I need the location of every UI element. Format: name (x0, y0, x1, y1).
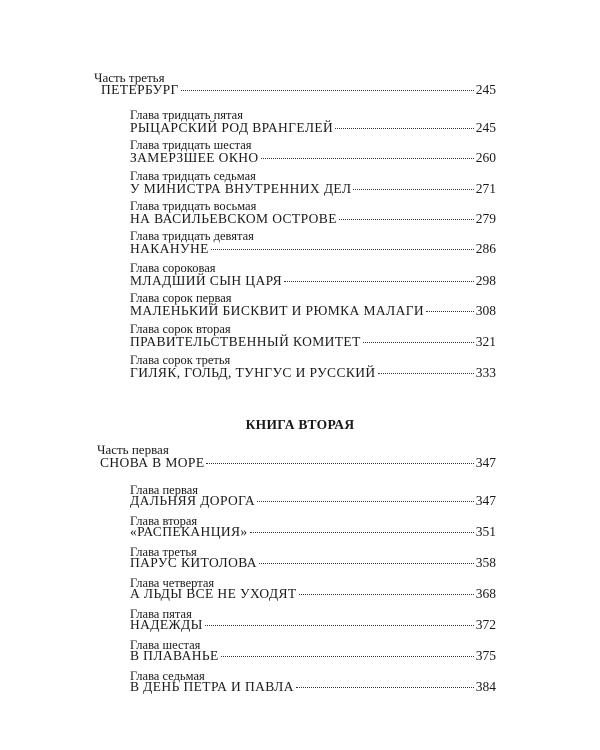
chapter-title: ДАЛЬНЯЯ ДОРОГА (130, 493, 256, 508)
chapter-entry (130, 303, 496, 319)
chapter-entry (130, 334, 496, 350)
chapter-title: В ДЕНЬ ПЕТРА И ПАВЛА (130, 679, 294, 694)
chapter-entry (130, 365, 496, 381)
chapter-label: Глава тридцать девятая (130, 229, 254, 243)
dot-leader (296, 687, 474, 688)
dot-leader (363, 342, 474, 343)
chapter-entry (130, 273, 496, 289)
chapter-title: ЗАМЕРЗШЕЕ ОКНО (130, 150, 259, 165)
chapter-entry (130, 493, 496, 509)
chapter-label: Глава сороковая (130, 261, 216, 275)
chapter-entry (130, 241, 496, 257)
chapter-entry (130, 555, 496, 571)
chapter-label: Глава тридцать восьмая (130, 199, 257, 213)
page-number: 308 (475, 303, 496, 318)
chapter-title: У МИНИСТРА ВНУТРЕННИХ ДЕЛ (130, 181, 352, 196)
page-number: 372 (475, 617, 496, 632)
chapter-label: Глава вторая (130, 514, 198, 528)
dot-leader (205, 625, 474, 626)
chapter-title: МАЛЕНЬКИЙ БИСКВИТ И РЮМКА МАЛАГИ (130, 303, 425, 318)
chapter-title: ПАРУС КИТОЛОВА (130, 555, 257, 570)
page-number: 375 (475, 648, 496, 663)
chapter-title: ГИЛЯК, ГОЛЬД, ТУНГУС И РУССКИЙ (130, 365, 376, 380)
chapter-entry (130, 181, 496, 197)
page-number: 368 (475, 586, 496, 601)
dot-leader (259, 563, 474, 564)
dot-leader (211, 249, 474, 250)
dot-leader (221, 656, 474, 657)
page-number: 260 (475, 150, 496, 165)
chapter-entry (130, 150, 496, 166)
chapter-title: В ПЛАВАНЬЕ (130, 648, 219, 663)
page-number: 286 (475, 241, 496, 256)
chapter-title: А ЛЬДЫ ВСЕ НЕ УХОДЯТ (130, 586, 297, 601)
chapter-title: НАДЕЖДЫ (130, 617, 203, 632)
chapter-title: «РАСПЕКАНЦИЯ» (130, 524, 248, 539)
chapter-label: Глава тридцать седьмая (130, 169, 256, 183)
chapter-entry (130, 617, 496, 633)
chapter-label: Глава тридцать пятая (130, 108, 243, 122)
dot-leader (257, 501, 474, 502)
part-title: СНОВА В МОРЕ (100, 455, 205, 470)
chapter-entry (130, 120, 496, 136)
chapter-label: Глава сорок первая (130, 291, 232, 305)
chapter-label: Глава четвертая (130, 576, 215, 590)
dot-leader (353, 189, 473, 190)
page-number: 384 (475, 679, 496, 694)
chapter-label: Глава шестая (130, 638, 201, 652)
chapter-title: НА ВАСИЛЬЕВСКОМ ОСТРОВЕ (130, 211, 337, 226)
chapter-label: Глава пятая (130, 607, 192, 621)
part-label: Часть первая (97, 442, 169, 457)
chapter-label: Глава первая (130, 483, 199, 497)
dot-leader (335, 128, 474, 129)
chapter-entry (130, 524, 496, 540)
chapter-label: Глава тридцать шестая (130, 138, 252, 152)
dot-leader (181, 90, 474, 91)
page-number: 358 (475, 555, 496, 570)
chapter-label: Глава седьмая (130, 669, 205, 683)
chapter-entry (130, 211, 496, 227)
dot-leader (261, 158, 474, 159)
page-number: 298 (475, 273, 496, 288)
chapter-label: Глава сорок третья (130, 353, 231, 367)
dot-leader (339, 219, 474, 220)
chapter-title: РЫЦАРСКИЙ РОД ВРАНГЕЛЕЙ (130, 120, 334, 135)
chapter-title: МЛАДШИЙ СЫН ЦАРЯ (130, 273, 283, 288)
dot-leader (284, 281, 474, 282)
dot-leader (378, 373, 474, 374)
page-number: 351 (475, 524, 496, 539)
dot-leader (250, 532, 474, 533)
chapter-entry (130, 586, 496, 602)
book-title: КНИГА ВТОРАЯ (245, 417, 355, 432)
page-number: 347 (475, 455, 496, 470)
page-number: 333 (475, 365, 496, 380)
chapter-label: Глава третья (130, 545, 197, 559)
chapter-entry (130, 648, 496, 664)
chapter-entry (130, 679, 496, 695)
page-number: 279 (475, 211, 496, 226)
part-title: ПЕТЕРБУРГ (101, 82, 179, 97)
chapter-title: ПРАВИТЕЛЬСТВЕННЫЙ КОМИТЕТ (130, 334, 361, 349)
part-title-entry (100, 455, 496, 471)
dot-leader (206, 463, 473, 464)
page-number: 245 (475, 120, 496, 135)
part-title-entry (101, 82, 496, 98)
page-number: 245 (475, 82, 496, 97)
part-label: Часть третья (94, 70, 165, 85)
chapter-label: Глава сорок вторая (130, 322, 231, 336)
dot-leader (426, 311, 474, 312)
page-number: 321 (475, 334, 496, 349)
dot-leader (299, 594, 474, 595)
chapter-title: НАКАНУНЕ (130, 241, 209, 256)
page-number: 347 (475, 493, 496, 508)
page-number: 271 (475, 181, 496, 196)
